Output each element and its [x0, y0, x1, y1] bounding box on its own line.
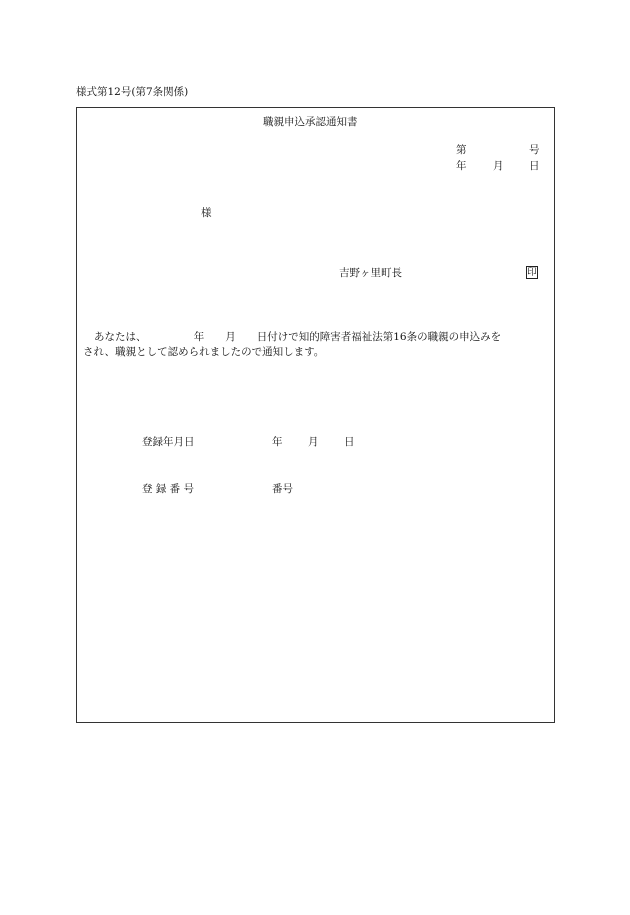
header-month: 月: [493, 160, 504, 172]
registration-date-day: 日: [344, 436, 355, 448]
body-line-1: あなたは、 年 月 日付けで知的障害者福祉法第16条の職親の申込みを: [94, 331, 502, 343]
form-frame: [76, 107, 555, 723]
header-go: 号: [529, 144, 540, 156]
form-number-label: 様式第12号(第7条関係): [76, 86, 189, 98]
body-line-2: され、職親として認められましたので通知します。: [83, 346, 325, 358]
registration-number-value: 番号: [272, 483, 293, 495]
body-paragraph: [83, 330, 551, 360]
header-day: 日: [529, 160, 540, 172]
document-title: 職親申込承認通知書: [263, 116, 358, 128]
registration-date-month: 月: [308, 436, 319, 448]
recipient-suffix: 様: [201, 207, 212, 219]
header-year: 年: [456, 160, 467, 172]
registration-date-year: 年: [272, 436, 283, 448]
header-dai: 第: [456, 144, 467, 156]
registration-number-label: 登 録 番 号: [142, 483, 195, 495]
seal-mark: 印: [527, 267, 537, 278]
registration-date-label: 登録年月日: [142, 436, 195, 448]
issuer-name: 吉野ヶ里町長: [339, 267, 402, 279]
